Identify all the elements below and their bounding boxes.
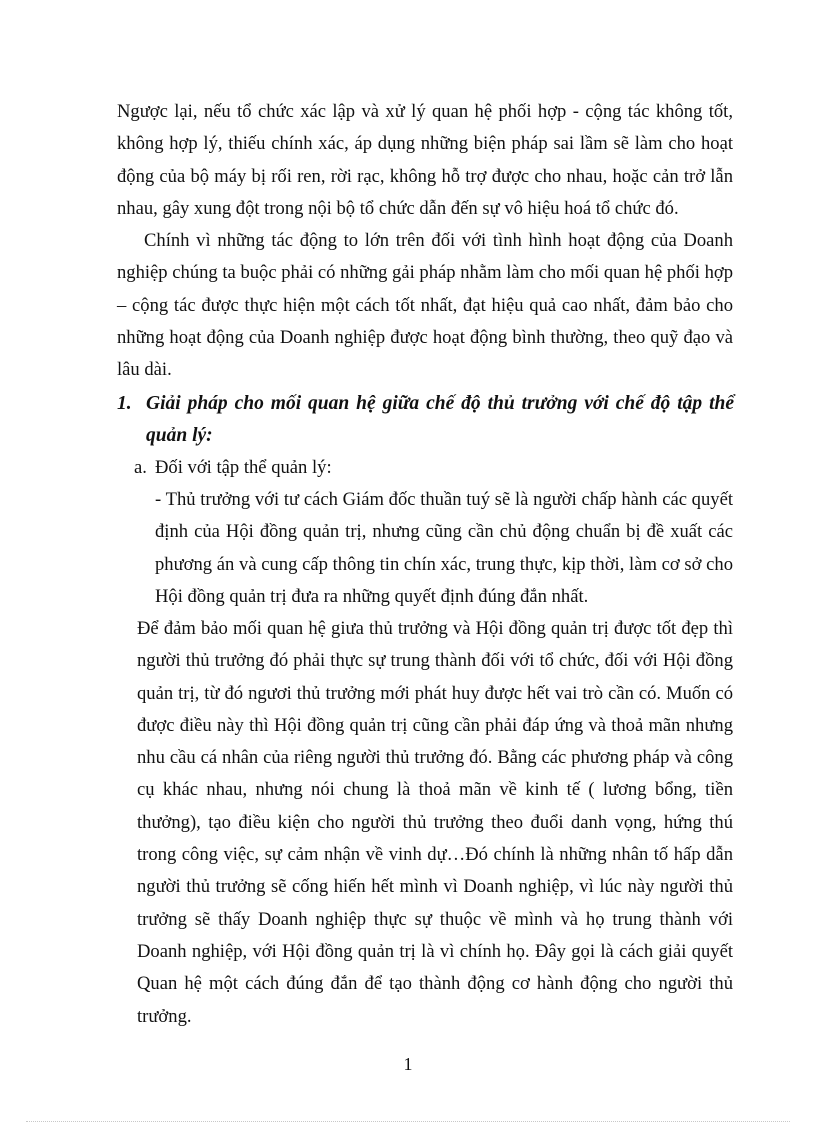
- page-bottom-divider: [26, 1121, 790, 1122]
- paragraph-consequences: Ngược lại, nếu tổ chức xác lập và xử lý quan hệ phối hợp - cộng tác không tốt, không hợp lý, thiếu chính xác, áp dụng những biện pháp sai lầm sẽ làm cho hoạt động của bộ máy bị rối ren, rời rạc, không hỗ trợ được cho nhau, hoặc cản trở lẫn nhau, gây xung đột trong nội bộ tổ chức dẫn đến sự vô hiệu hoá tổ chức đó.: [117, 101, 733, 219]
- section-heading-number: 1.: [117, 393, 132, 414]
- paragraph-director-role: - Thủ trưởng với tư cách Giám đốc thuần tuý sẽ là người chấp hành các quyết định của Hội đồng quản trị, nhưng cũng cần chủ động chuẩn bị đề xuất các phương án và cung cấp thông tin chín xác, trung thực, kịp thời, làm cơ sở cho Hội đồng quản trị đưa ra những quyết định đúng đắn nhất.: [155, 489, 733, 607]
- section-heading: Giải pháp cho mối quan hệ giữa chế độ thủ trưởng với chế độ tập thể quản lý:: [146, 393, 734, 446]
- subsection-heading: Đối với tập thể quản lý:: [155, 457, 332, 478]
- page-number: 1: [403, 1054, 413, 1074]
- paragraph-solutions-intro: Chính vì những tác động to lớn trên đối với tình hình hoạt động của Doanh nghiệp chúng ta buộc phải có những gải pháp nhằm làm cho mối quan hệ phối hợp – cộng tác được thực hiện một cách tốt nhất, đạt hiệu quả cao nhất, đảm bảo cho những hoạt động của Doanh nghiệp được hoạt động bình thường, theo quỹ đạo và lâu dài.: [117, 230, 733, 381]
- subsection-label: a.: [134, 457, 147, 478]
- paragraph-board-relationship: Để đảm bảo mối quan hệ giưa thủ trưởng và Hội đồng quản trị được tốt đẹp thì người thủ trưởng đó phải thực sự trung thành đối với tổ chức, đối với Hội đồng quản trị, từ đó ngươi thủ trưởng mới phát huy được hết vai trò cần có. Muốn có được điều này thì Hội đồng quản trị cũng cần phải đáp ứng và thoả mãn nhưng nhu cầu cá nhân của riêng người thủ trưởng đó. Bằng các phương pháp và công cụ khác nhau, nhưng nói chung là thoả mãn về kinh tế ( lương bổng, tiền thưởng), tạo điều kiện cho người thủ trưởng theo đuổi danh vọng, hứng thú trong công việc, sự cảm nhận về vinh dự…Đó chính là những nhân tố hấp dẫn người thủ trưởng sẽ cống hiến hết mình vì Doanh nghiệp, vì lúc này người thủ trưởng sẽ thấy Doanh nghiệp thực sự thuộc về mình và họ trung thành với Doanh nghiệp, với Hội đồng quản trị là vì chính họ. Đây gọi là cách giải quyết Quan hệ một cách đúng đắn để tạo thành động cơ hành động cho người thủ trưởng.: [137, 618, 733, 1027]
